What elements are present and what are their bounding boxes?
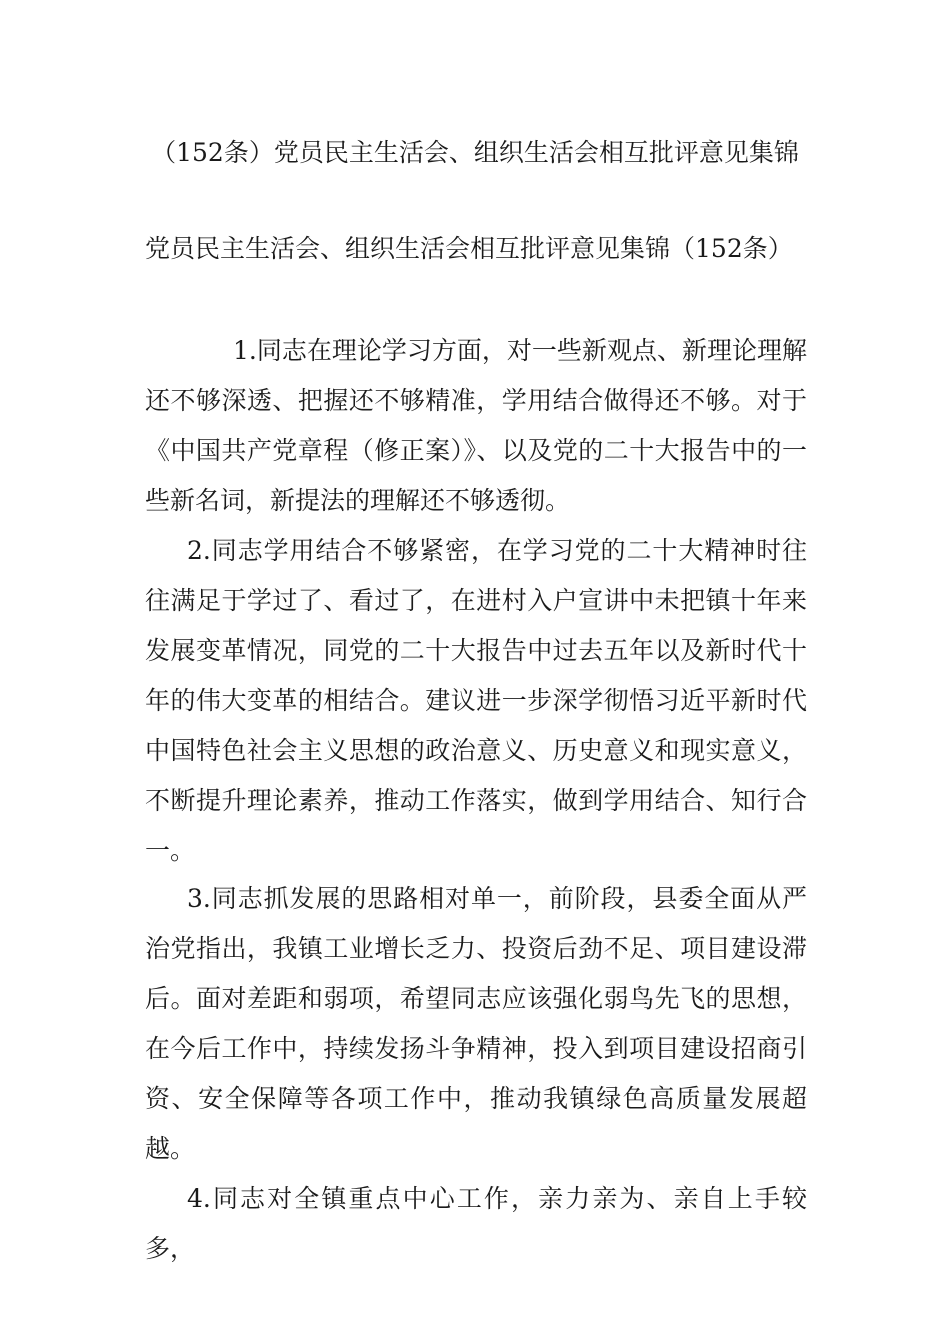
paragraph-3: 3.同志抓发展的思路相对单一，前阶段，县委全面从严治党指出，我镇工业增长乏力、投资后劲不足、项目建设滞后。面对差距和弱项，希望同志应该强化弱鸟先飞的思想，在今后工作中，持续发扬斗争精神，投入到项目建设招商引资、安全保障等各项工作中，推动我镇绿色高质量发展超越。	[145, 884, 807, 1163]
document-title: （152条）党员民主生活会、组织生活会相互批评意见集锦	[151, 138, 799, 167]
paragraph-4: 4.同志对全镇重点中心工作，亲力亲为、亲自上手较多，	[145, 1184, 807, 1263]
document-subtitle: 党员民主生活会、组织生活会相互批评意见集锦（152条）	[145, 234, 793, 263]
paragraph-2: 2.同志学用结合不够紧密，在学习党的二十大精神时往往满足于学过了、看过了，在进村入户宣讲中未把镇十年来发展变革情况，同党的二十大报告中过去五年以及新时代十年的伟大变革的相结合。建议进一步深学彻悟习近平新时代中国特色社会主义思想的政治意义、历史意义和现实意义，不断提升理论素养，推动工作落实，做到学用结合、知行合一。	[145, 536, 807, 865]
paragraph-1: 1.同志在理论学习方面，对一些新观点、新理论理解还不够深透、把握还不够精准，学用结合做得还不够。对于《中国共产党章程（修正案）》、以及党的二十大报告中的一些新名词，新提法的理解还不够透彻。	[145, 336, 807, 515]
